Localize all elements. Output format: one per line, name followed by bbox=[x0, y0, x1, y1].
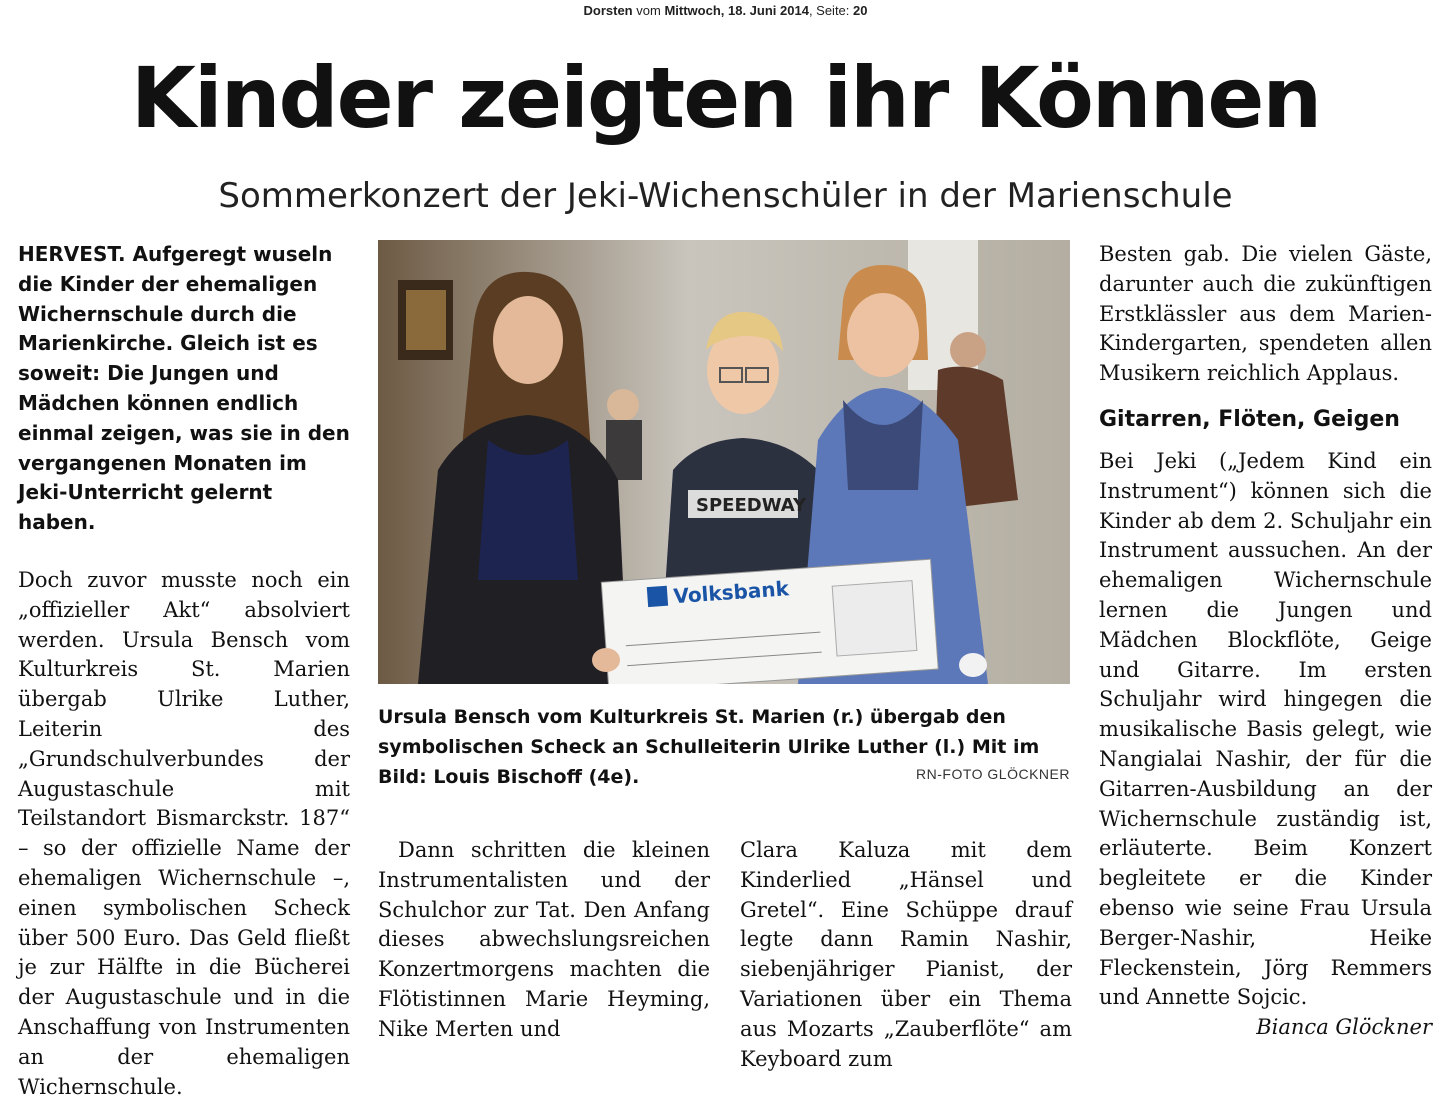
article-body-mid2: Clara Kaluza mit dem Kinderlied „Hänsel und Gretel“. Eine Schüppe drauf legte dann Ramin Nashir, siebenjähriger Pianist, der Variationen über ein Thema aus Mozarts „Zauberflöte“ am Keyboard zum bbox=[740, 838, 1072, 1071]
article-headline: Kinder zeigten ihr Können bbox=[130, 49, 1321, 147]
column-right bbox=[1099, 240, 1432, 1043]
cheque-bank-name: Volksbank bbox=[672, 576, 790, 609]
shirt-text: SPEEDWAY bbox=[696, 495, 806, 516]
article-body-mid1: Dann schritten die kleinen Instrumentalisten und der Schulchor zur Tat. Den Anfang dieses abwechslungsreichen Konzertmorgens machten die Flötistinnen Marie Heyming, Nike Merten und bbox=[378, 838, 710, 1041]
section-subheading: Gitarren, Flöten, Geigen bbox=[1099, 406, 1400, 432]
column-middle-2 bbox=[740, 836, 1072, 1074]
photo-illustration bbox=[378, 240, 1070, 684]
article-subheadline: Sommerkonzert der Jeki-Wichenschüler in der Marienschule bbox=[218, 176, 1233, 216]
article-body-right-2: Bei Jeki („Jedem Kind ein Instrument“) können sich die Kinder ab dem 2. Schuljahr ein Instrument aussuchen. An der ehemaligen Wichernschule lernen die Jungen und Mädchen Blockflöte, Geige und Gitarre. Im ersten Schuljahr wird hingegen die musikalische Basis gelegt, wie Nangialai Nashir, der für die Gitarren-Ausbildung an der Wichernschule zuständig ist, erläuterte. Beim Konzert begleitete er die Kinder ebenso wie seine Frau Ursula Berger-Nashir, Heike Fleckenstein, Jörg Remmers und Annette Sojcic. bbox=[1099, 448, 1432, 1010]
header-date: Mittwoch, 18. Juni 2014 bbox=[664, 3, 809, 18]
header-city: Dorsten bbox=[583, 3, 633, 18]
header-page-number: 20 bbox=[853, 3, 868, 18]
photo-caption: Ursula Bensch vom Kulturkreis St. Marien (r.) übergab den symbolischen Scheck an Schulleiterin Ulrike Luther (l.) Mit im Bild: Louis Bischoff (4e). bbox=[378, 706, 1040, 788]
photo-credit: RN-FOTO GLÖCKNER bbox=[916, 766, 1070, 782]
article-author: Bianca Glöckner bbox=[1256, 1015, 1432, 1040]
article-body-left: Doch zuvor musste noch ein „offizieller Akt“ absolviert werden. Ursula Bensch vom Kulturkreis St. Marien übergab Ulrike Luther, Leiterin des „Grundschulverbundes der Augustaschule mit Teilstandort Bismarckstr. 187“ – so der offizielle Name der ehemaligen Wichernschule –, einen symbolischen Scheck über 500 Euro. Das Geld fließt je zur Hälfte in die Bücherei der Augustaschule und in die Anschaffung von Instrumenten an der ehemaligen Wichernschule. bbox=[18, 567, 350, 1099]
header-page-label: , Seite: bbox=[808, 3, 850, 18]
article-photo bbox=[378, 240, 1070, 684]
article-body-right-1: Besten gab. Die vielen Gäste, darunter auch die zukünftigen Erstklässler aus dem Marien-Kindergarten, spendeten allen Musikern reichlich Applaus. bbox=[1099, 242, 1432, 386]
article-lead: HERVEST. Aufgeregt wuseln die Kinder der ehemaligen Wichernschule durch die Marienkirche. Gleich ist es soweit: Die Jungen und Mädchen können endlich einmal zeigen, was sie in den vergangenen Monaten im Jeki-Unterricht gelernt haben. bbox=[18, 242, 350, 535]
column-middle-1 bbox=[378, 836, 710, 1045]
header-vom: vom bbox=[636, 3, 661, 18]
column-left bbox=[18, 240, 350, 1102]
page-header bbox=[0, 3, 1451, 18]
